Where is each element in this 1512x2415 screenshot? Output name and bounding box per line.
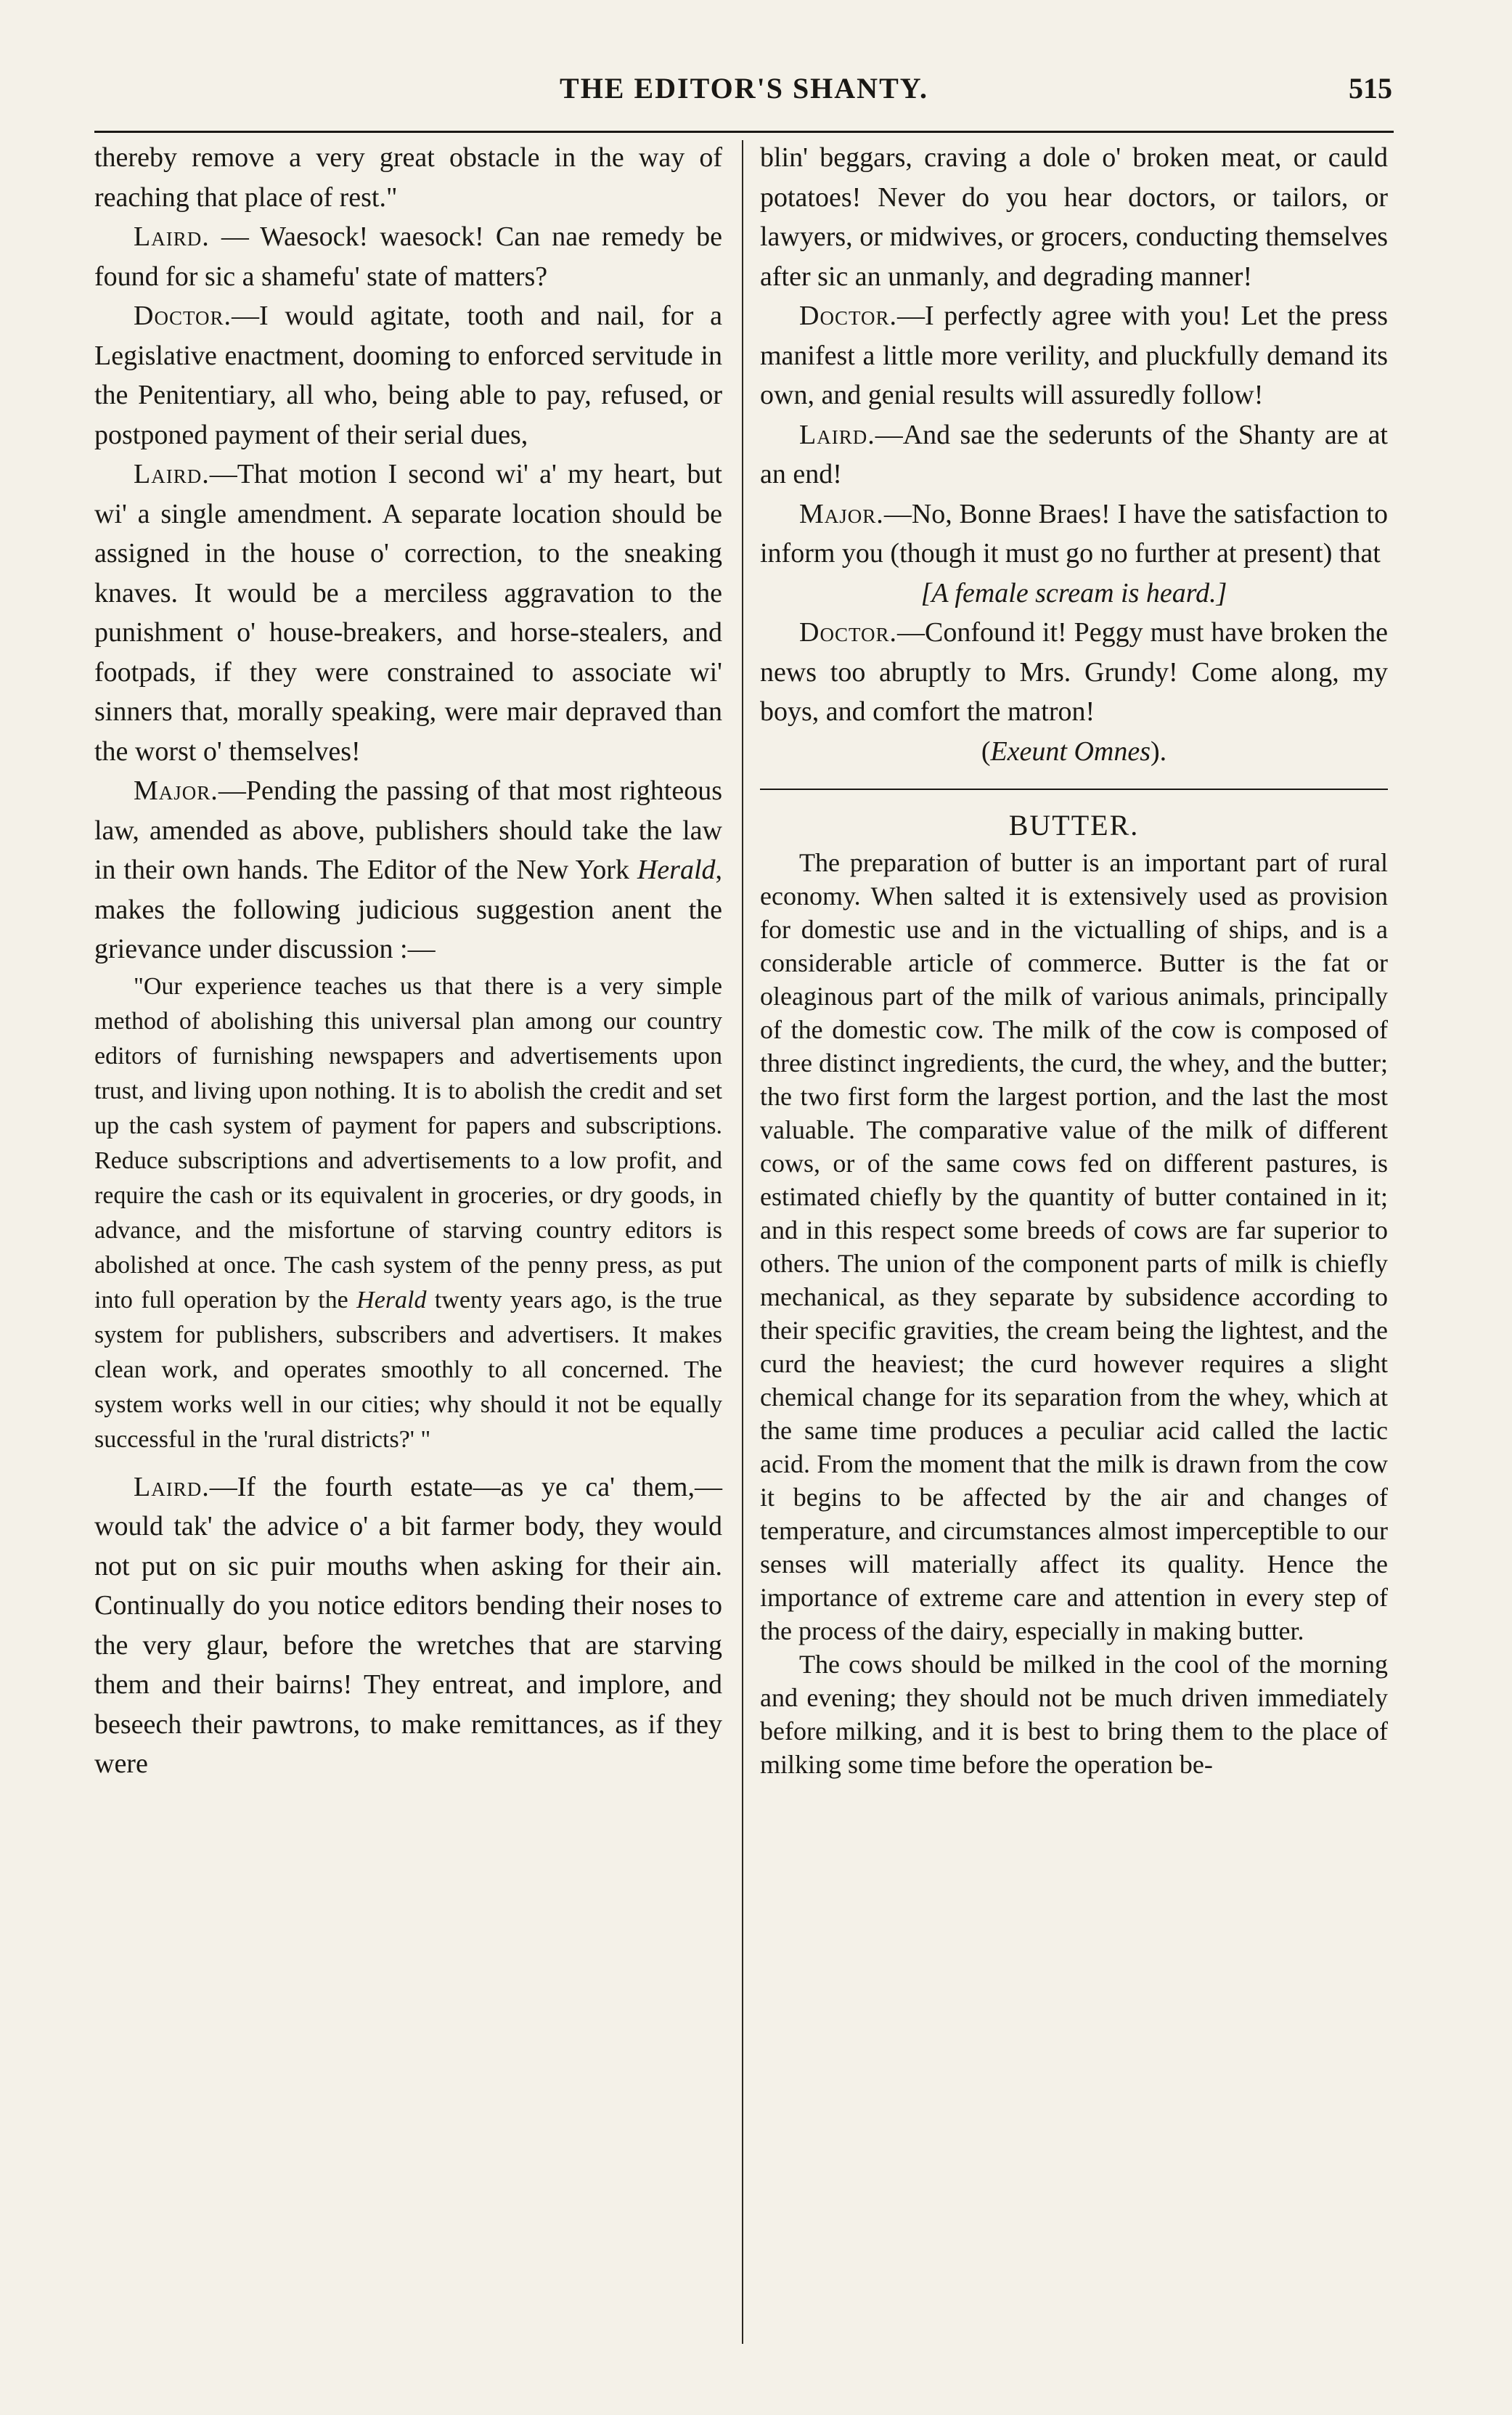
exit-text: Exeunt Omnes bbox=[990, 736, 1151, 767]
speaker-name: Major. bbox=[134, 775, 218, 806]
dialogue-text: —I perfectly agree with you! Let the press manifest a little more verility, and pluckfully demand its own, and genial results will assuredly follow! bbox=[760, 301, 1388, 410]
header-rule bbox=[94, 131, 1394, 133]
stage-direction: [A female scream is heard.] bbox=[920, 577, 1227, 608]
speaker-name: Doctor. bbox=[799, 301, 897, 331]
dialogue-text: —That motion I second wi' a' my heart, but wi' a single amendment. A separate location should be assigned in the house o' correction, to the sneaking knaves. It would be a merciless aggravation to the punishment o' house-breakers, and horse-stealers, and footpads, if they were constrained to associate wi' sinners that, morally speaking, were mair depraved than the worst o' themselves! bbox=[94, 459, 722, 767]
herald-title: Herald bbox=[356, 1286, 427, 1314]
quotation-part: twenty years ago, is the true system for publishers, subscribers and advertisers. It makes clean work, and operates smoothly to all concerned. The system works well in our cities; why should it not be equally successful in the 'rural districts?' " bbox=[94, 1286, 722, 1453]
article-paragraph: The cows should be milked in the cool of the morning and evening; they should not be much driven immediately before milking, and it is best to bring them to the place of milking some time before the operation be- bbox=[760, 1649, 1388, 1779]
dialogue-text: —If the fourth estate—as ye ca' them,—would tak' the advice o' a bit farmer body, they would not put on sic puir mouths when asking for their ain. Continually do you notice editors bending their noses to the very glaur, before the wretches that are starving them and their bairns! They entreat, and implore, and beseech their pawtrons, to make remittances, as if they were bbox=[94, 1471, 722, 1779]
page bbox=[94, 71, 1394, 2344]
spacer bbox=[94, 1457, 722, 1467]
butter-article bbox=[760, 846, 1388, 1781]
dialogue-major-2 bbox=[760, 494, 1388, 574]
dialogue-doctor-2 bbox=[760, 296, 1388, 415]
dialogue-text: —I would agitate, tooth and nail, for a Legislative enactment, dooming to enforced servitude in the Penitentiary, all who, being able to pay, refused, or postponed payment of their serial dues, bbox=[94, 301, 722, 450]
dialogue-text: , makes the following judicious suggestion anent the grievance under discussion :— bbox=[94, 855, 722, 964]
dialogue-laird-4 bbox=[760, 415, 1388, 494]
speaker-name: Laird. bbox=[134, 459, 210, 489]
dialogue-laird-1 bbox=[94, 217, 722, 296]
left-column bbox=[94, 138, 722, 1784]
quotation-part: "Our experience teaches us that there is a very simple method of abolishing this universal plan among our country editors of furnishing newspapers and advertisements upon trust, and living upon nothing. It is to abolish the credit and set up the cash system of payment for papers and subscriptions. Reduce subscriptions and advertisements to a low profit, and require the cash or its equivalent in groceries, or dry goods, in advance, and the misfortune of starving country editors is abolished at once. The cash system of the penny press, as put into full operation by the bbox=[94, 972, 722, 1314]
dialogue-doctor-3 bbox=[760, 613, 1388, 732]
dialogue-text: —No, Bonne Braes! I have the satisfaction to inform you (though it must go no further at present) that bbox=[760, 498, 1388, 569]
speaker-name: Laird. bbox=[134, 221, 210, 252]
page-number: 515 bbox=[1349, 72, 1392, 105]
section-title: BUTTER. bbox=[1008, 809, 1140, 842]
section-rule bbox=[760, 789, 1388, 790]
speaker-name: Major. bbox=[799, 498, 884, 529]
herald-title: Herald bbox=[637, 855, 716, 885]
column-divider bbox=[742, 140, 743, 2344]
speaker-name: Laird. bbox=[799, 419, 875, 450]
speaker-name: Doctor. bbox=[134, 301, 232, 331]
paragraph-continuation: blin' beggars, craving a dole o' broken meat, or cauld potatoes! Never do you hear doctors, or tailors, or lawyers, or midwives, or grocers, conducting themselves after sic an unmanly, and degrading manner! bbox=[760, 142, 1388, 292]
dialogue-text: —And sae the sederunts of the Shanty are at an end! bbox=[760, 419, 1388, 489]
exit-direction bbox=[760, 732, 1388, 772]
exit-paren: ). bbox=[1151, 736, 1167, 767]
speaker-name: Doctor. bbox=[799, 617, 897, 648]
running-title: THE EDITOR'S SHANTY. bbox=[560, 72, 928, 105]
dialogue-doctor-1 bbox=[94, 296, 722, 455]
quotation-text bbox=[94, 969, 722, 1457]
exit-paren: ( bbox=[981, 736, 991, 767]
herald-quotation bbox=[94, 969, 722, 1457]
dialogue-major-1 bbox=[94, 771, 722, 969]
dialogue-laird-2 bbox=[94, 455, 722, 771]
dialogue-text: —Confound it! Peggy must have broken the news too abruptly to Mrs. Grundy! Come along, my boys, and comfort the matron! bbox=[760, 617, 1388, 727]
article-paragraph: The preparation of butter is an important part of rural economy. When salted it is extensively used as provision for domestic use and in the victualling of ships, and is a considerable article of commerce. Butter is the fat or oleaginous part of the milk of various animals, principally of the domestic cow. The milk of the cow is composed of three distinct ingredients, the curd, the whey, and the butter; the two first form the largest portion, and the last the most valuable. The comparative value of the milk of different cows, or of the same cows fed on different pastures, is estimated chiefly by the quantity of butter contained in it; and in this respect some breeds of cows are far superior to others. The union of the component parts of milk is chiefly mechanical, as they separate by subsidence according to their specific gravities, the cream being the lightest, and the curd the heaviest; the curd however requires a slight chemical change for its separation from the whey, which at the same time produces a peculiar acid called the lactic acid. From the moment that the milk is drawn from the cow it begins to be affected by the air and changes of temperature, and circumstances almost imperceptible to our senses will materially affect its quality. Hence the importance of extreme care and attention in every step of the process of the dairy, especially in making butter. bbox=[760, 847, 1388, 1645]
dialogue-text: — Waesock! waesock! Can nae remedy be found for sic a shamefu' state of matters? bbox=[94, 221, 722, 292]
dialogue-text: —Pending the passing of that most righteous law, amended as above, publishers should take the law in their own hands. The Editor of the New York bbox=[94, 775, 722, 885]
right-column bbox=[760, 138, 1388, 1781]
speaker-name: Laird. bbox=[134, 1471, 210, 1502]
paragraph-continuation: thereby remove a very great obstacle in the way of reaching that place of rest." bbox=[94, 142, 722, 213]
dialogue-laird-3 bbox=[94, 1467, 722, 1784]
page-header bbox=[94, 71, 1394, 122]
